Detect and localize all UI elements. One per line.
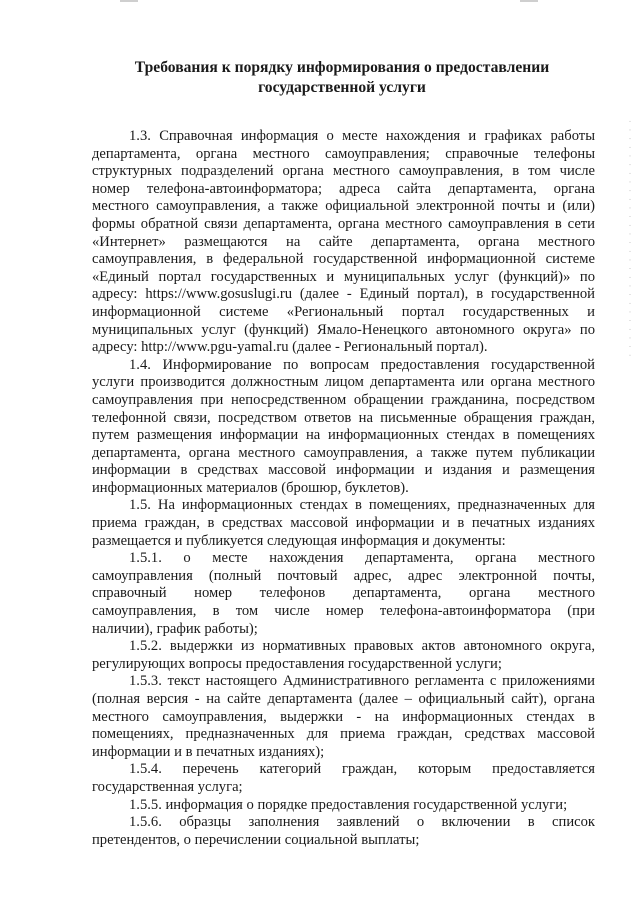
scan-artifact	[520, 0, 538, 2]
text-line: 1.5.4. перечень категорий граждан, которым предоставляется	[129, 761, 595, 778]
text-line: наличии), график работы);	[92, 620, 258, 637]
text-line: 1.5.3. текст настоящего Административного регламента с приложениями	[129, 673, 595, 690]
text-line: структурных подразделений органа местного самоуправления, в том числе	[92, 163, 595, 180]
text-line: 1.4. Информирование по вопросам предоставления государственной	[129, 356, 595, 373]
title-line-1: Требования к порядку информирования о предоставлении	[134, 59, 550, 76]
text-line: 1.5. На информационных стендах в помещениях, предназначенных для	[129, 497, 595, 514]
text-line: «Интернет» размещаются на сайте департамента, органа местного	[92, 233, 595, 250]
text-line: 1.5.5. информация о порядке предоставления государственной услуги;	[129, 796, 568, 813]
text-line: государственная услуга;	[92, 778, 243, 795]
text-line: самоуправления, в том числе номер телефона-автоинформатора (при	[92, 603, 595, 620]
text-line: самоуправления (полный почтовый адрес, адрес электронной почты,	[92, 567, 595, 584]
text-line: 1.5.1. о месте нахождения департамента, органа местного	[129, 550, 595, 567]
text-line: приема граждан, в средствах массовой информации и в печатных изданиях	[92, 515, 595, 532]
document-body	[92, 128, 595, 849]
text-line: самоуправления при непосредственном обращении гражданина, посредством	[92, 391, 595, 408]
text-line: 1.3. Справочная информация о месте нахождения и графиках работы	[129, 128, 595, 144]
text-line: местного самоуправления, а также официальной электронной почты и (или)	[92, 198, 595, 215]
text-line: телефонной связи, посредством ответов на письменные обращения граждан,	[92, 409, 595, 426]
text-line: 1.5.6. образцы заполнения заявлений о включении в список	[129, 814, 595, 831]
text-line: департамента, органа местного самоуправления, а также путем публикации	[92, 444, 595, 461]
title-line-2: государственной услуги	[258, 78, 426, 96]
text-line: справочный номер телефонов департамента, органа местного	[92, 585, 595, 602]
text-line: информации и в печатных изданиях);	[92, 743, 325, 760]
margin-scan-marks: · · · · · · · · · · · · · · · · · · · · · · · · · · · ·	[625, 120, 634, 359]
text-line: самоуправления, в федеральной государственной информационной системе	[92, 251, 595, 268]
scan-artifact	[120, 0, 138, 2]
text-line: путем размещения информации на информационных стендах в помещениях	[92, 427, 595, 444]
text-line: информационной системе «Региональный портал государственных и	[92, 303, 595, 320]
text-line: местного самоуправления, выдержки - на информационных стендах в	[92, 708, 595, 725]
text-line: адресу: http://www.pgu-yamal.ru (далее - Региональный портал).	[92, 339, 488, 356]
text-line: формы обратной связи департамента, органа местного самоуправления в сети	[92, 215, 595, 232]
text-line: «Единый портал государственных и муниципальных услуг (функций)» по	[92, 268, 595, 285]
text-line: 1.5.2. выдержки из нормативных правовых актов автономного округа,	[129, 638, 595, 655]
text-line: департамента, органа местного самоуправления; справочные телефоны	[92, 145, 595, 162]
text-line: адресу: https://www.gosuslugi.ru (далее - Единый портал), в государственной	[92, 286, 595, 303]
text-line: услуги производится должностным лицом департамента или органа местного	[92, 374, 595, 391]
text-line: номер телефона-автоинформатора; адреса сайта департамента, органа	[92, 180, 595, 197]
text-line: информации в средствах массовой информации и издания и размещения	[92, 462, 595, 479]
text-line: регулирующих вопросы предоставления государственной услуги;	[92, 655, 502, 672]
text-line: (полная версия - на сайте департамента (далее – официальный сайт), органа	[92, 691, 595, 707]
text-line: муниципальных услуг (функций) Ямало-Ненецкого автономного округа» по	[92, 321, 595, 338]
text-line: помещениях, предназначенных для приема граждан, средствах массовой	[92, 726, 595, 743]
text-line: размещается и публикуется следующая информация и документы:	[92, 532, 506, 549]
text-line: информационных материалов (брошюр, буклетов).	[92, 479, 409, 496]
document-title	[92, 58, 592, 97]
text-line: претендентов, о перечислении социальной выплаты;	[92, 831, 420, 848]
